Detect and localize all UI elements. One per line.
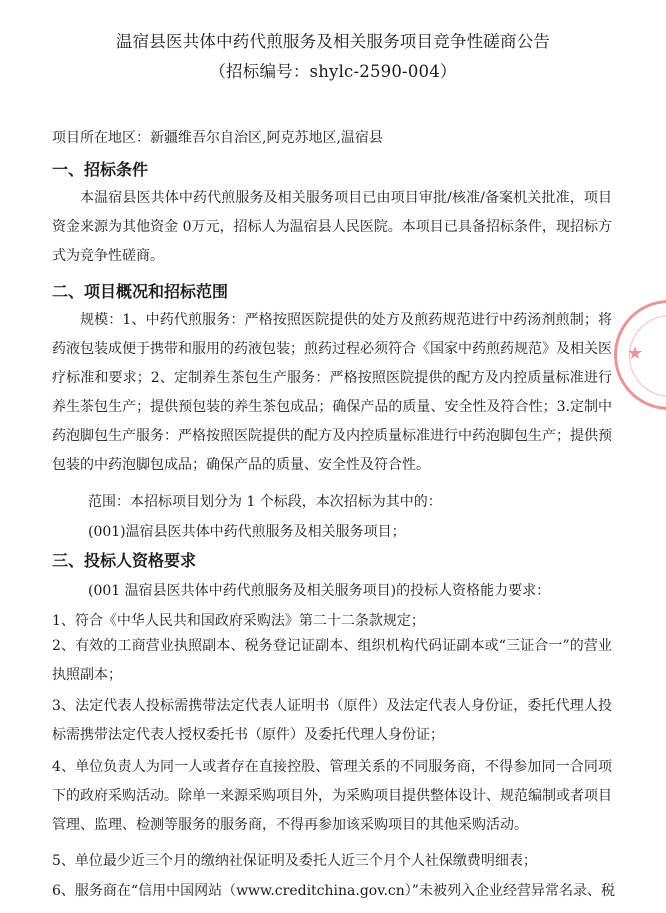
- project-region: 项目所在地区：新疆维吾尔自治区,阿克苏地区,温宿县: [52, 130, 383, 146]
- qualification-item-3: 3、法定代表人投标需携带法定代表人证明书（原件）及法定代表人身份证，委托代理人投标需携带法定代表人授权委托书（原件）及委托代理人身份证；: [52, 698, 612, 743]
- official-seal-stamp: [614, 300, 666, 410]
- seal-star-icon: ★: [627, 343, 644, 364]
- section-heading-qualification: 三、投标人资格要求: [52, 551, 197, 570]
- tender-number: （招标编号：shylc-2590-004）: [209, 62, 457, 81]
- qualification-item-4: 4、单位负责人为同一人或者存在直接控股、管理关系的不同服务商，不得参加同一合同项下的政府采购活动。除单一来源采购项目外，为采购项目提供整体设计、规范编制或者项目管理、监理、检测等服务的服务商，不得再参加该采购项目的其他采购活动。: [52, 759, 612, 833]
- section-heading-conditions: 一、招标条件: [52, 160, 149, 179]
- section-body-scale: 规模：1、中药代煎服务：严格按照医院提供的处方及煎药规范进行中药汤剂煎制；将药液包装成便于携带和服用的药液包装；煎药过程必须符合《国家中药煎药规范》及相关医疗标准和要求；2、定制养生茶包生产服务：严格按照医院提供的配方及内控质量标准进行养生茶包生产；提供预包装的养生茶包成品；确保产品的质量、安全性及符合性；3.定制中药泡脚包生产服务：严格按照医院提供的配方及内控质量标准进行中药泡脚包生产；提供预包装的中药泡脚包成品；确保产品的质量、安全性及符合性。: [52, 312, 612, 473]
- section-heading-overview: 二、项目概况和招标范围: [52, 282, 229, 301]
- qualification-intro: (001 温宿县医共体中药代煎服务及相关服务项目)的投标人资格能力要求：: [88, 583, 551, 599]
- qualification-item-6: 6、服务商在“信用中国网站（www.creditchina.gov.cn）”未被列入企业经营异常名录、税: [52, 883, 615, 899]
- section-body-range: 范围：本招标项目划分为 1 个标段，本次招标为其中的：: [88, 494, 442, 510]
- qualification-item-5: 5、单位最少近三个月的缴纳社保证明及委托人近三个月个人社保缴费明细表；: [52, 853, 537, 869]
- section-body-lot: (001)温宿县医共体中药代煎服务及相关服务项目；: [88, 524, 406, 540]
- section-body-conditions: 本温宿县医共体中药代煎服务及相关服务项目已由项目审批/核准/备案机关批准，项目资金来源为其他资金 0万元，招标人为温宿县人民医院。本项目已具备招标条件，现招标方式为竞争性磋商。: [52, 190, 612, 264]
- qualification-item-1: 1、符合《中华人民共和国政府采购法》第二十二条款规定；: [52, 613, 425, 629]
- qualification-item-2: 2、有效的工商营业执照副本、税务登记证副本、组织机构代码证副本或“三证合一”的营业执照副本；: [52, 638, 612, 683]
- document-title: 温宿县医共体中药代煎服务及相关服务项目竞争性磋商公告: [115, 32, 551, 51]
